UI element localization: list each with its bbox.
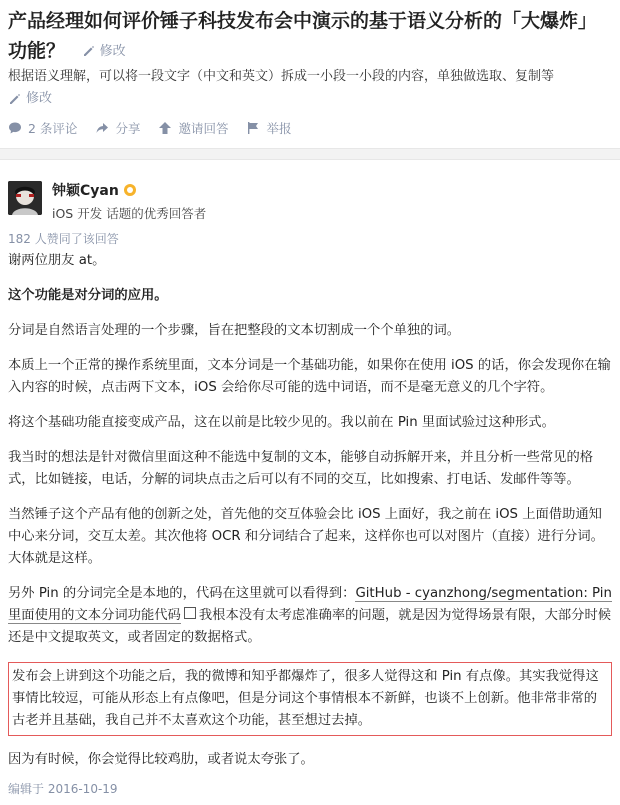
share-label: 分享 <box>115 121 141 136</box>
answer-paragraph: 本质上一个正常的操作系统里面，文本分词是一个基础功能，如果你在使用 iOS 的话，你会发现你在输入内容的时候，点击两下文本，iOS 会给你尽可能的选中词语，而不是毫无意义的几个字符。 <box>8 358 611 395</box>
edit-title-label: 修改 <box>99 43 126 59</box>
answer-paragraph: 这个功能是对分词的应用。 <box>8 288 168 303</box>
question-title-text: 产品经理如何评价锤子科技发布会中演示的基于语义分析的「大爆炸」功能？ <box>8 10 598 62</box>
report-label: 举报 <box>266 121 292 136</box>
github-link[interactable]: GitHub - cyanzhong/segmentation: Pin 里面使用的文本分词功能代码 <box>8 586 612 623</box>
share-button[interactable] <box>95 119 140 137</box>
comments-label: 2 条评论 <box>28 121 78 136</box>
highlighted-paragraph: 发布会上讲到这个功能之后，我的微博和知乎都爆炸了，很多人觉得这和 Pin 有点像。其实我觉得这事情比较逗，可能从形态上有点像吧，但是分词这个事情根本不新鲜，也谈不上创新。他非常非常的古老并且基础，我自己并不太喜欢这个功能，甚至想过去掉。 <box>8 662 612 736</box>
invite-label: 邀请回答 <box>178 121 229 136</box>
question-actions <box>8 119 309 137</box>
avatar-image <box>8 181 42 215</box>
edited-date[interactable]: 编辑于 2016-10-19 <box>8 782 118 796</box>
answer-paragraph: 分词是自然语言处理的一个步骤，旨在把整段的文本切割成一个个单独的词。 <box>8 323 461 338</box>
badge-icon <box>124 184 136 196</box>
invite-button[interactable] <box>158 119 228 137</box>
pencil-icon <box>8 92 22 106</box>
pencil-icon <box>82 44 96 58</box>
answer-paragraph: 谢两位朋友 at。 <box>8 253 106 268</box>
edit-title-button[interactable] <box>82 37 126 67</box>
edit-description-label: 修改 <box>26 91 53 106</box>
author-name-text: 钟颖Cyan <box>52 183 119 199</box>
author-bio: iOS 开发 话题的优秀回答者 <box>52 206 207 221</box>
question-title <box>8 6 614 67</box>
flag-icon <box>246 121 260 135</box>
answer-paragraph: 当然锤子这个产品有他的创新之处，首先他的交互体验会比 iOS 上面好，我之前在 iOS 上面借助通知中心来分词，交互太差。其次他将 OCR 和分词结合了起来，这样你也可以对图片（直接）进行分词。大体就是这样。 <box>8 507 604 566</box>
answer-body <box>8 250 612 784</box>
report-button[interactable] <box>246 119 291 137</box>
author-name[interactable] <box>52 180 136 200</box>
comment-icon <box>8 121 22 135</box>
paragraph-text: 我根本没有太考虑准确率的问题，就是因为觉得场景有限，大部分时候还是中文提取英文，或者固定的数据格式。 <box>8 608 612 645</box>
answer-paragraph: 因为有时候，你会觉得比较鸡肋，或者说太夸张了。 <box>8 752 314 767</box>
answer-paragraph <box>8 583 612 649</box>
avatar[interactable] <box>8 181 42 215</box>
section-divider <box>0 148 620 160</box>
share-icon <box>95 121 109 135</box>
answer-paragraph: 将这个基础功能直接变成产品，这在以前是比较少见的。我以前在 Pin 里面试验过这种形式。 <box>8 415 555 430</box>
answer-paragraph: 我当时的想法是针对微信里面这种不能选中复制的文本，能够自动拆解开来，并且分析一些常见的格式，比如链接，电话，分解的词块点击之后可以有不同的交互，比如搜索、打电话、发邮件等等。 <box>8 450 594 487</box>
question-description-text: 根据语义理解，可以将一段文字（中文和英文）拆成一小段一小段的内容，单独做选取、复制等 <box>8 69 555 84</box>
vote-count[interactable]: 182 人赞同了该回答 <box>8 232 119 246</box>
comments-button[interactable] <box>8 119 77 137</box>
external-link-icon <box>184 607 196 619</box>
invite-icon <box>158 121 172 135</box>
edit-description-button[interactable] <box>8 88 614 110</box>
paragraph-text: 另外 Pin 的分词完全是本地的，代码在这里就可以看得到： <box>8 586 356 601</box>
question-description <box>8 66 614 110</box>
